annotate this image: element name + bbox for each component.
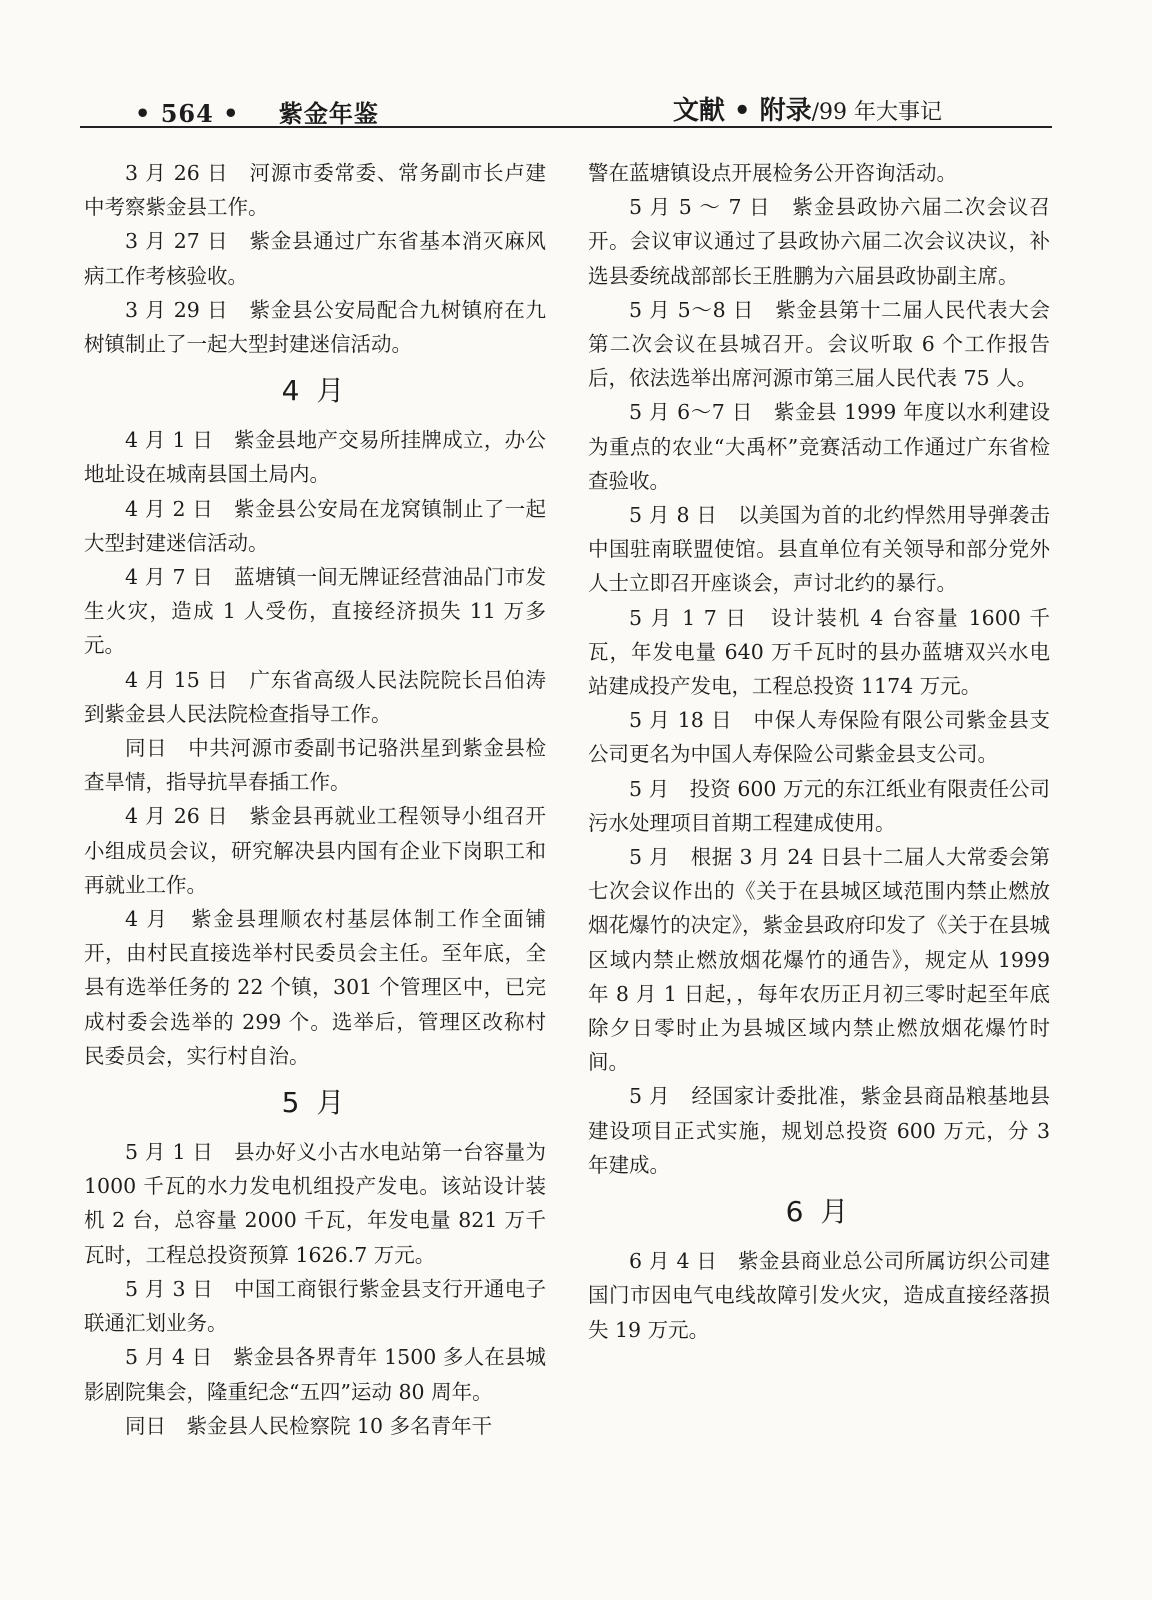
event-entry: 4 月 2 日 紫金县公安局在龙窝镇制止了一起大型封建迷信活动。	[84, 496, 546, 555]
section-title: 文献 • 附录	[672, 96, 812, 126]
event-entry: 4 月 紫金县理顺农村基层体制工作全面铺开，由村民直接选举村民委员会主任。至年底，全县有选举任务的 22 个镇，301 个管理区中，已完成村委会选举的 299 个。选举后，管理区改称村民委员会，实行村自治。	[84, 907, 546, 1068]
event-entry: 3 月 26 日 河源市委常委、常务副市长卢建中考察紫金县工作。	[84, 161, 546, 220]
event-entry: 5 月 3 日 中国工商银行紫金县支行开通电子联通汇划业务。	[84, 1276, 546, 1336]
event-entry: 4 月 7 日 蓝塘镇一间无牌证经营油品门市发生火灾，造成 1 人受伤，直接经济损失 11 万多元。	[84, 565, 546, 658]
entry-continuation: 警在蓝塘镇设点开展检务公开咨询活动。	[588, 161, 957, 185]
event-entry: 5 月 1 日 县办好义小古水电站第一台容量为 1000 千瓦的水力发电机组投产发电。该站设计装机 2 台，总容量 2000 千瓦，年发电量 821 万千瓦时，工程总投资预算 1626.7 万元。	[84, 1140, 546, 1267]
event-entry: 5 月 8 日 以美国为首的北约悍然用导弹袭击中国驻南联盟使馆。县直单位有关领导和部分党外人士立即召开座谈会，声讨北约的暴行。	[588, 503, 1050, 596]
event-entry: 6 月 4 日 紫金县商业总公司所属访织公司建国门市因电气电线故障引发火灾，造成直接经落损失 19 万元。	[588, 1249, 1050, 1342]
event-entry: 4 月 26 日 紫金县再就业工程领导小组召开小组成员会议，研究解决县内国有企业下岗职工和再就业工作。	[84, 804, 546, 897]
event-entry: 5 月 根据 3 月 24 日县十二届人大常委会第七次会议作出的《关于在县城区域范围内禁止燃放烟花爆竹的决定》，紫金县政府印发了《关于在县城区域内禁止燃放烟花爆竹的通告》，规定从 1999 年 8 月 1 日起，，每年农历正月初三零时起至年底除夕日零时止为县城区域内禁止燃放烟花爆竹时间。	[588, 845, 1050, 1075]
event-entry: 同日 中共河源市委副书记骆洪星到紫金县检查旱情，指导抗旱春插工作。	[84, 736, 546, 795]
event-entry: 5 月 5～8 日 紫金县第十二届人民代表大会第二次会议在县城召开。会议听取 6 个工作报告后，依法选举出席河源市第三届人民代表 75 人。	[588, 297, 1050, 391]
header-right	[673, 90, 942, 127]
event-entry: 5 月 4 日 紫金县各界青年 1500 多人在县城影剧院集会，隆重纪念“五四”运动 80 周年。	[84, 1345, 546, 1404]
event-entry: 5 月 18 日 中保人寿保险有限公司紫金县支公司更名为中国人寿保险公司紫金县支公司。	[588, 708, 1050, 767]
left-column	[84, 156, 546, 1443]
event-entry: 5 月 6～7 日 紫金县 1999 年度以水利建设为重点的农业“大禹杯”竞赛活动工作通过广东省检查验收。	[588, 400, 1050, 493]
event-entry: 3 月 29 日 紫金县公安局配合九树镇府在九树镇制止了一起大型封建迷信活动。	[84, 297, 546, 357]
book-title: 紫金年鉴	[278, 99, 379, 128]
month-heading: 4 月	[281, 374, 349, 408]
page-number: • 564 •	[135, 99, 240, 128]
event-entry: 5 月 5 ～ 7 日 紫金县政协六届二次会议召开。会议审议通过了县政协六届二次会议决议，补选县委统战部部长王胜鹏为六届县政协副主席。	[588, 195, 1050, 288]
month-heading: 5 月	[281, 1086, 349, 1120]
event-entry: 5 月 1 7 日 设计装机 4 台容量 1600 千瓦，年发电量 640 万千瓦时的县办蓝塘双兴水电站建成投产发电，工程总投资 1174 万元。	[588, 605, 1050, 699]
month-heading: 6 月	[785, 1195, 853, 1229]
event-entry: 4 月 1 日 紫金县地产交易所挂牌成立，办公地址设在城南县国土局内。	[84, 428, 546, 487]
event-entry: 3 月 27 日 紫金县通过广东省基本消灭麻风病工作考核验收。	[84, 229, 546, 288]
event-entry: 5 月 经国家计委批准，紫金县商品粮基地县建设项目正式实施，规划总投资 600 万元，分 3 年建成。	[588, 1084, 1050, 1177]
header-rule	[80, 126, 1052, 128]
header-left	[135, 94, 379, 129]
section-subtitle: /99 年大事记	[811, 100, 942, 125]
event-entry: 同日 紫金县人民检察院 10 多名青年干	[125, 1413, 493, 1438]
page-header	[80, 86, 1052, 130]
event-entry: 4 月 15 日 广东省高级人民法院院长吕伯涛到紫金县人民法院检查指导工作。	[84, 667, 546, 726]
right-column	[588, 156, 1050, 1347]
event-entry: 5 月 投资 600 万元的东江纸业有限责任公司污水处理项目首期工程建成使用。	[588, 776, 1050, 835]
